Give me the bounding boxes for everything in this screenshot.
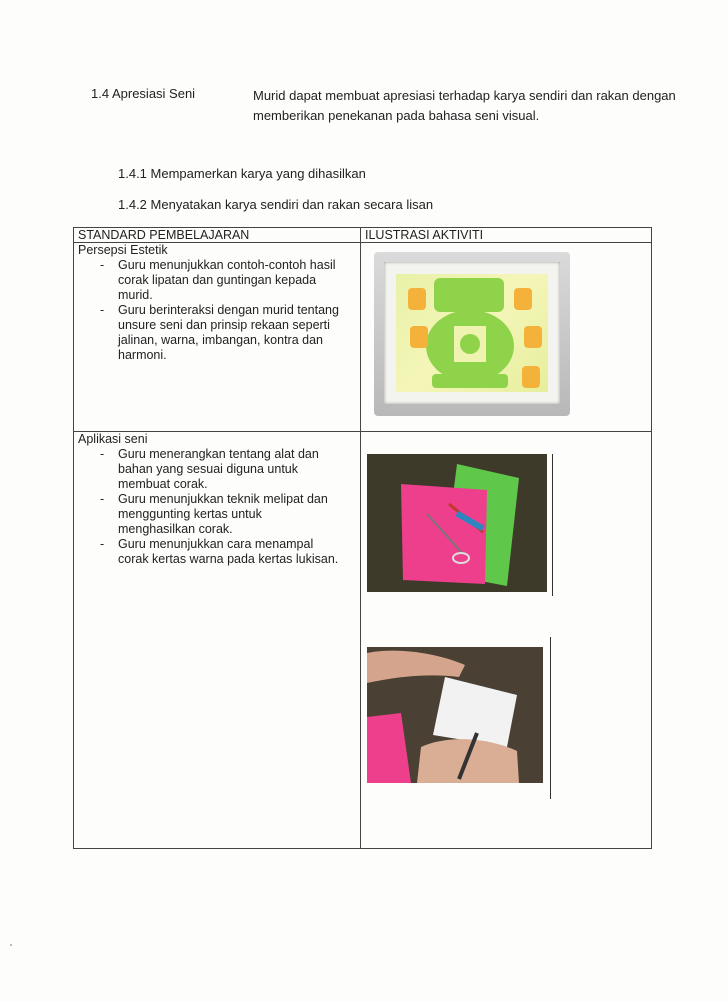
row-title: Aplikasi seni bbox=[78, 432, 148, 446]
list-item: - Guru menerangkan tentang alat dan bahan yang sesuai diguna untuk membuat corak. bbox=[100, 447, 340, 492]
list-item: - Guru menunjukkan teknik melipat dan menggunting kertas untuk menghasilkan corak. bbox=[100, 492, 340, 537]
photo-edge-line bbox=[550, 637, 551, 799]
header-standard: STANDARD PEMBELAJARAN bbox=[74, 228, 361, 243]
objective-1: 1.4.1 Mempamerkan karya yang dihasilkan bbox=[118, 166, 366, 181]
list-item: - Guru menunjukkan cara menampal corak kertas warna pada kertas lukisan. bbox=[100, 537, 340, 567]
pattern-motif-orange bbox=[514, 288, 532, 310]
illustration-cell bbox=[361, 243, 652, 432]
pink-paper bbox=[367, 713, 411, 783]
illustration-cell bbox=[361, 432, 652, 849]
table-row bbox=[74, 432, 652, 849]
paper-cut-pattern-illustration bbox=[396, 274, 548, 392]
list-item: - Guru menunjukkan contoh-contoh hasil corak lipatan dan guntingan kepada murid. bbox=[100, 258, 340, 303]
table-header-row bbox=[74, 228, 652, 243]
pattern-motif-orange bbox=[524, 326, 542, 348]
item-list bbox=[78, 447, 356, 567]
hand-left bbox=[367, 651, 465, 683]
section-code-title: 1.4 Apresiasi Seni bbox=[91, 86, 196, 101]
pattern-motif-bottom bbox=[432, 374, 508, 388]
photo-edge-line bbox=[552, 454, 553, 596]
activity-table bbox=[73, 227, 652, 849]
row-title: Persepsi Estetik bbox=[78, 243, 168, 257]
pattern-motif-orange bbox=[522, 366, 540, 388]
list-item: - Guru berinteraksi dengan murid tentang unsure seni dan prinsip rekaan seperti jalinan, warna, imbangan, kontra dan harmoni. bbox=[100, 303, 340, 363]
header-illustration: ILUSTRASI AKTIVITI bbox=[361, 228, 652, 243]
pattern-motif-core bbox=[460, 334, 480, 354]
scan-dot bbox=[10, 944, 12, 946]
pattern-motif-top bbox=[434, 278, 504, 312]
item-list bbox=[78, 258, 356, 363]
table-row bbox=[74, 243, 652, 432]
standard-cell bbox=[74, 243, 361, 432]
pattern-motif-orange bbox=[410, 326, 428, 348]
framed-pattern-photo bbox=[374, 252, 570, 416]
tools-materials-photo bbox=[367, 454, 547, 592]
standard-cell bbox=[74, 432, 361, 849]
section-description: Murid dapat membuat apresiasi terhadap karya sendiri dan rakan dengan memberikan penekanan pada bahasa seni visual. bbox=[253, 88, 676, 123]
pattern-motif-orange bbox=[408, 288, 426, 310]
objective-2: 1.4.2 Menyatakan karya sendiri dan rakan secara lisan bbox=[118, 197, 434, 212]
cutting-paper-photo bbox=[367, 647, 543, 783]
